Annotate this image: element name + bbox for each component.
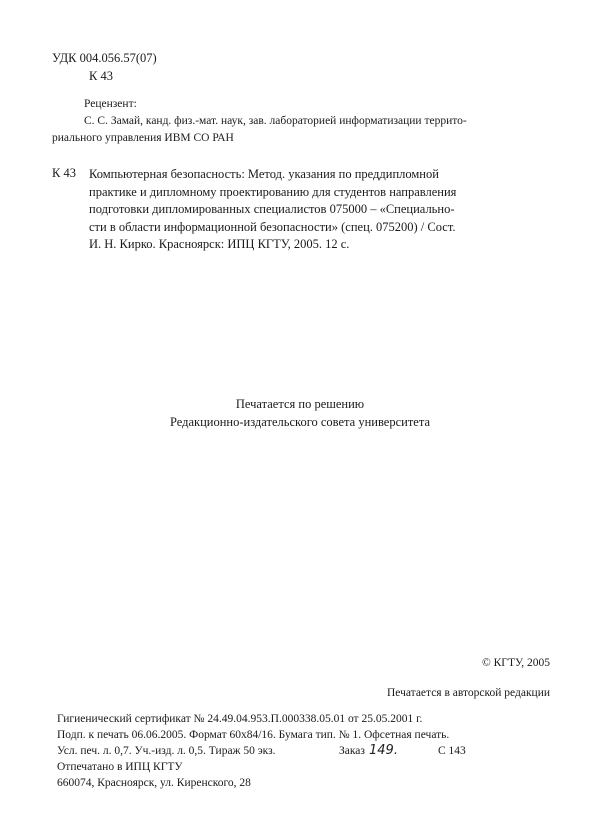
order-label: Заказ bbox=[339, 745, 365, 757]
entry-line: подготовки дипломированных специалистов 075000 – «Специально- bbox=[89, 202, 455, 216]
copyright: © КГТУ, 2005 bbox=[482, 657, 550, 669]
approval-line-1: Печатается по решению bbox=[235, 397, 365, 411]
entry-line: Компьютерная безопасность: Метод. указания по преддипломной bbox=[89, 167, 439, 181]
print-volume: Усл. печ. л. 0,7. Уч.-изд. л. 0,5. Тираж 50 экз. bbox=[57, 745, 276, 757]
author-sign: К 43 bbox=[89, 69, 113, 83]
entry-sign: К 43 bbox=[52, 166, 76, 180]
approval-line-2: Редакционно-издательского совета университета bbox=[169, 415, 431, 429]
reviewer-line-2: риального управления ИВМ СО РАН bbox=[52, 132, 234, 144]
hygiene-certificate: Гигиенический сертификат № 24.49.04.953.П.000338.05.01 от 25.05.2001 г. bbox=[57, 713, 423, 725]
order-code: С 143 bbox=[438, 745, 466, 757]
entry-line: практике и дипломному проектированию для студентов направления bbox=[89, 184, 457, 199]
order-number-handwritten: 149. bbox=[369, 743, 398, 758]
printer-address: 660074, Красноярск, ул. Киренского, 28 bbox=[57, 777, 251, 789]
udk-code: УДК 004.056.57(07) bbox=[52, 51, 157, 65]
printed-at: Отпечатано в ИПЦ КГТУ bbox=[57, 761, 183, 773]
entry-line: сти в области информационной безопасности» (спец. 075200) / Сост. bbox=[89, 219, 456, 234]
reviewer-label: Рецензент: bbox=[84, 98, 137, 110]
reviewer-line-1: С. С. Замай, канд. физ.-мат. наук, зав. лабораторией информатизации террито- bbox=[84, 115, 467, 127]
author-edition-note: Печатается в авторской редакции bbox=[386, 687, 550, 699]
entry-description bbox=[89, 166, 553, 254]
print-details: Подп. к печать 06.06.2005. Формат 60х84/16. Бумага тип. № 1. Офсетная печать. bbox=[57, 729, 450, 741]
entry-line: И. Н. Кирко. Красноярск: ИПЦ КГТУ, 2005. 12 с. bbox=[89, 237, 350, 251]
